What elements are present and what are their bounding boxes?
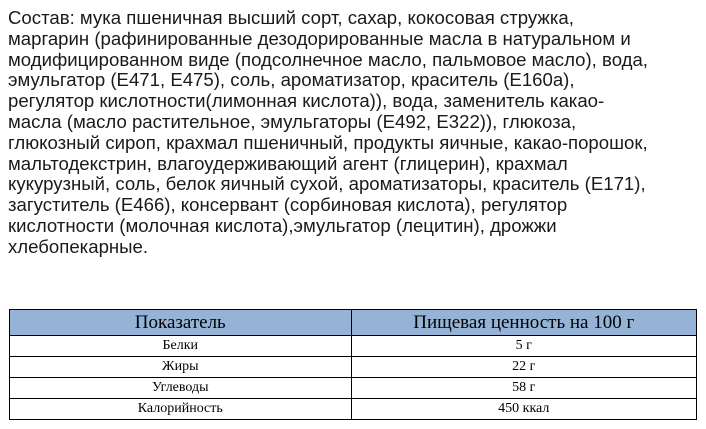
- table-row: [10, 357, 697, 378]
- row-value-cell: 22 г: [351, 357, 696, 378]
- table-row: [10, 399, 697, 420]
- composition-line: масла (масло растительное, эмульгаторы (Е492, Е322)), глюкоза,: [8, 110, 577, 132]
- composition-line: кислотности (молочная кислота),эмульгатор (лецитин), дрожжи: [8, 214, 557, 236]
- nutrition-table-head: [10, 310, 697, 336]
- composition-line: кукурузный, соль, белок яичный сухой, ароматизаторы, краситель (Е171),: [8, 173, 646, 195]
- row-indicator-cell: Углеводы: [10, 378, 352, 399]
- table-row: [10, 336, 697, 357]
- composition-line: хлебопекарные.: [8, 235, 149, 257]
- nutrition-table-body: [10, 336, 697, 420]
- row-value-cell: 58 г: [351, 378, 696, 399]
- nutrition-table: [9, 309, 697, 420]
- row-value-cell: 5 г: [351, 336, 696, 357]
- composition-line: загуститель (Е466), консервант (сорбиновая кислота), регулятор: [8, 194, 568, 216]
- row-value-cell: 450 ккал: [351, 399, 696, 420]
- header-nutrition-value: Пищевая ценность на 100 г: [351, 310, 696, 336]
- composition-line: регулятор кислотности(лимонная кислота)), вода, заменитель какао-: [8, 90, 605, 112]
- row-indicator-cell: Жиры: [10, 357, 352, 378]
- composition-line: маргарин (рафинированные дезодорированные масла в натуральном и: [8, 27, 631, 49]
- composition-line: мальтодекстрин, влагоудерживающий агент (глицерин), крахмал: [8, 152, 568, 174]
- composition-text: [8, 8, 702, 258]
- composition-line: эмульгатор (Е471, Е475), соль, ароматизатор, краситель (Е160а),: [8, 69, 575, 91]
- row-indicator-cell: Белки: [10, 336, 352, 357]
- composition-line: модифицированном виде (подсолнечное масло, пальмовое масло), вода,: [8, 48, 648, 70]
- row-indicator-cell: Калорийность: [10, 399, 352, 420]
- table-header-row: [10, 310, 697, 336]
- composition-line: глюкозный сироп, крахмал пшеничный, продукты яичные, какао-порошок,: [8, 131, 648, 153]
- table-row: [10, 378, 697, 399]
- composition-line: Состав: мука пшеничная высший сорт, сахар, кокосовая стружка,: [8, 7, 574, 28]
- header-indicator: Показатель: [10, 310, 352, 336]
